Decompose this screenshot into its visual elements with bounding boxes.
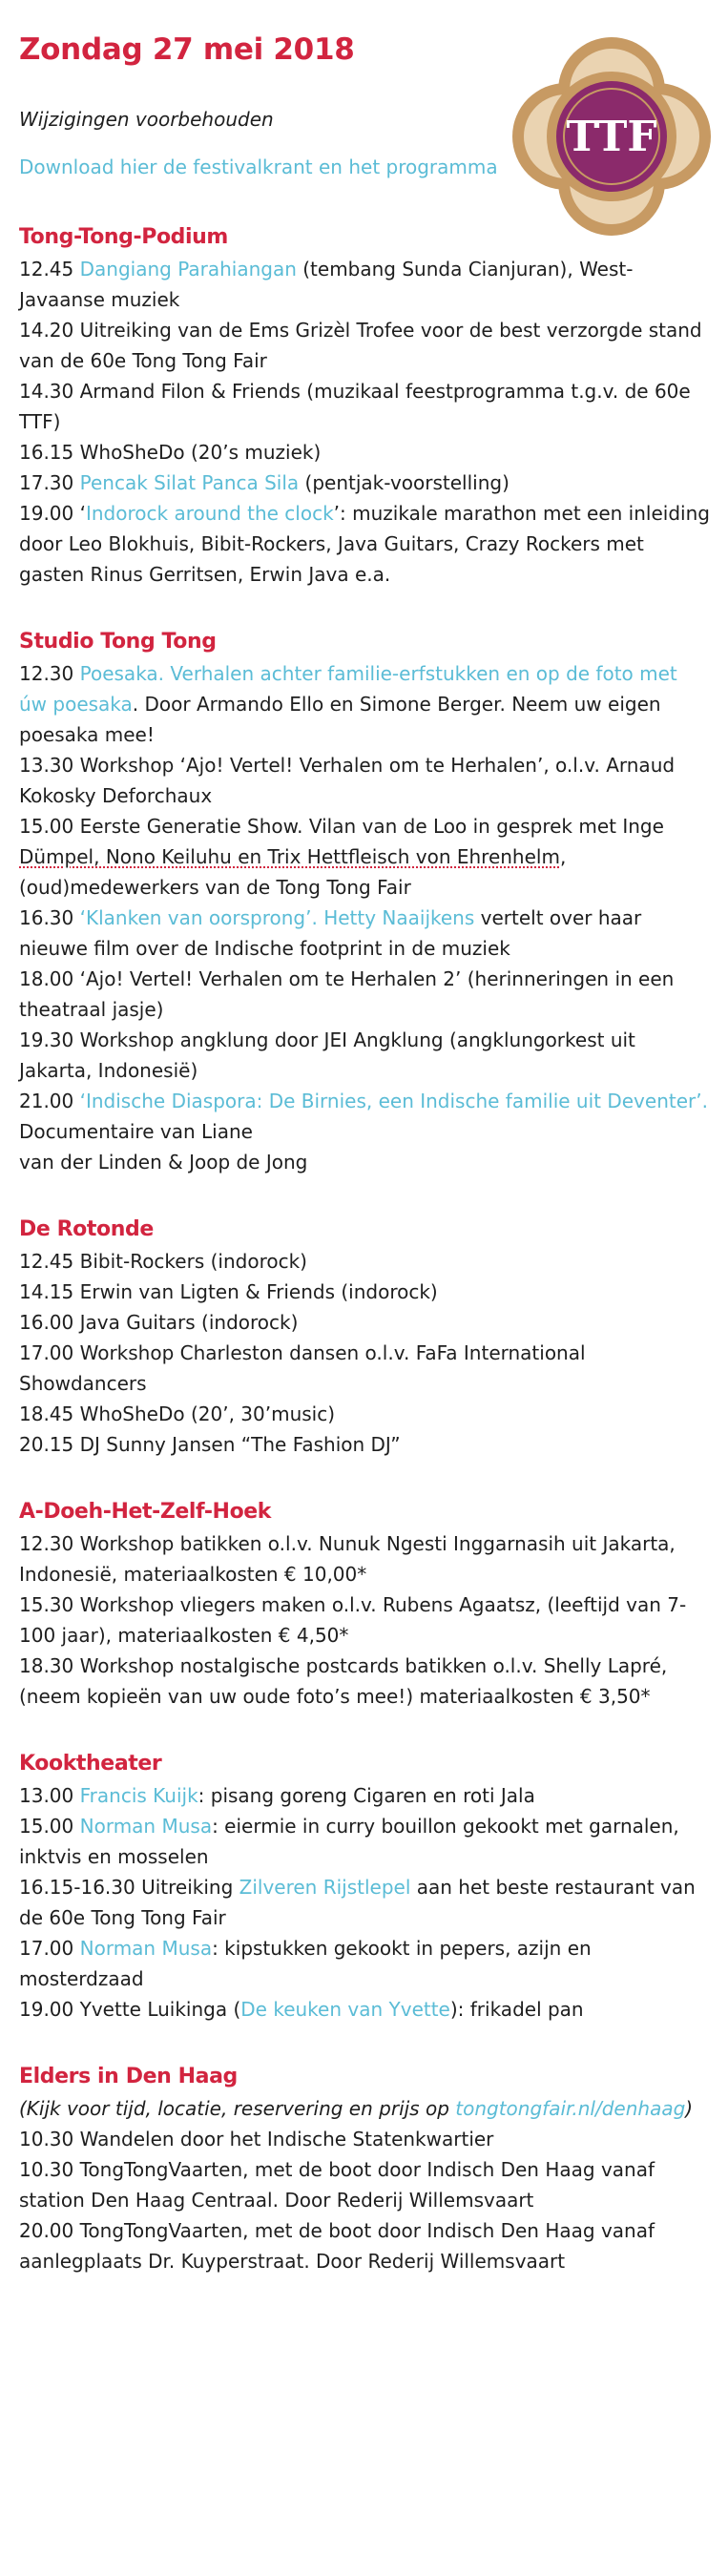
- chef-link[interactable]: Norman Musa: [79, 1937, 213, 1960]
- section-de-rotonde: [19, 1214, 711, 1460]
- entry-time: 21.00: [19, 1090, 74, 1112]
- program-entry: 16.15 WhoSheDo (20’s muziek): [19, 441, 322, 464]
- program-entry: [19, 1933, 711, 1994]
- section-doe-het-zelf-hoek: [19, 1496, 711, 1712]
- section-title: De Rotonde: [19, 1217, 154, 1241]
- intro-text: (Kijk voor tijd, locatie, reservering en prijs op: [19, 2097, 456, 2120]
- program-entry: [19, 1811, 711, 1872]
- entry-details: vertelt over haar nieuwe film over de Indische footprint in de muziek: [19, 906, 642, 960]
- entry-details: (pentjak-voorstelling): [299, 471, 510, 494]
- entry-details: : eiermie in curry bouillon gekookt met garnalen, inktvis en mosselen: [19, 1815, 679, 1868]
- program-entry: 18.45 WhoSheDo (20’, 30’music): [19, 1402, 336, 1425]
- guest-names: Dümpel, Nono Keiluhu en Trix Hettfleisch von Ehrenhelm: [19, 845, 560, 868]
- program-entry: 17.00 Workshop Charleston dansen o.l.v. FaFa International Showdancers: [19, 1341, 586, 1395]
- entry-details: ’: muzikale marathon met een inleiding door Leo Blokhuis, Bibit-Rockers, Java Guitars, Crazy Rockers met gasten Rinus Gerritsen, Erwin Java e.a.: [19, 502, 710, 586]
- program-entry: [19, 1086, 711, 1147]
- program-entry: 19.30 Workshop angklung door JEI Angklung (angklungorkest uit Jakarta, Indonesië): [19, 1028, 635, 1082]
- ttf-logo-text: TTF: [566, 113, 657, 161]
- section-title: Tong-Tong-Podium: [19, 225, 228, 249]
- website-link[interactable]: tongtongfair.nl/denhaag: [455, 2097, 686, 2120]
- chef-link[interactable]: De keuken van Yvette: [240, 1998, 450, 2021]
- performer-link[interactable]: Indorock around the clock: [85, 502, 334, 525]
- entry-details: : kipstukken gekookt in pepers, azijn en mosterdzaad: [19, 1937, 592, 1990]
- entry-time: 17.00: [19, 1937, 74, 1960]
- entry-text: 19.00 Yvette Luikinga (: [19, 1998, 241, 2021]
- entry-details: aan het beste restaurant van de 60e Tong Tong Fair: [19, 1876, 696, 1929]
- program-entry: [19, 1780, 711, 1811]
- section-title: A-Doeh-Het-Zelf-Hoek: [19, 1500, 272, 1524]
- download-festival-paper-link[interactable]: Download hier de festivalkrant en het programma: [19, 156, 498, 178]
- entry-details: (tembang Sunda Cianjuran), West-Javaanse muziek: [19, 258, 634, 311]
- program-entry: [19, 1994, 711, 2025]
- entry-details: : pisang goreng Cigaren en roti Jala: [198, 1784, 535, 1807]
- program-entry: [19, 254, 711, 315]
- program-entry: 14.30 Armand Filon & Friends (muzikaal feestprogramma t.g.v. de 60e TTF): [19, 380, 691, 433]
- entry-details: , (oud)medewerkers van de Tong Tong Fair: [19, 845, 567, 899]
- entry-time: 16.30: [19, 906, 74, 929]
- program-entry: 12.45 Bibit-Rockers (indorock): [19, 1250, 307, 1273]
- entry-time: 19.00: [19, 502, 74, 525]
- intro-text-end: ): [685, 2097, 694, 2120]
- program-content: [19, 221, 711, 2313]
- program-entry: 15.30 Workshop vliegers maken o.l.v. Rubens Agaatsz, (leeftijd van 7-100 jaar), materiaalkosten € 4,50*: [19, 1593, 687, 1647]
- program-entry: 18.00 ‘Ajo! Vertel! Verhalen om te Herhalen 2’ (herinneringen in een theatraal jasje): [19, 967, 675, 1021]
- section-kooktheater: [19, 1748, 711, 2025]
- program-entry: 10.30 TongTongVaarten, met de boot door Indisch Den Haag vanaf station Den Haag Centraal. Door Rederij Willemsvaart: [19, 2158, 655, 2212]
- program-entry: 10.30 Wandelen door het Indische Statenkwartier: [19, 2128, 494, 2150]
- program-entry: 20.00 TongTongVaarten, met de boot door Indisch Den Haag vanaf aanlegplaats Dr. Kuyperstraat. Door Rederij Willemsvaart: [19, 2219, 655, 2273]
- program-entry: [19, 498, 711, 590]
- entry-time: 12.30: [19, 662, 74, 685]
- program-entry: [19, 1872, 711, 1933]
- program-entry: 13.30 Workshop ‘Ajo! Vertel! Verhalen om te Herhalen’, o.l.v. Arnaud Kokosky Deforchaux: [19, 754, 676, 807]
- program-entry: 12.30 Workshop batikken o.l.v. Nunuk Ngesti Inggarnasih uit Jakarta, Indonesië, materiaalkosten € 10,00*: [19, 1532, 676, 1586]
- section-intro: [19, 2093, 711, 2124]
- program-entry: [19, 903, 711, 964]
- program-link[interactable]: Poesaka. Verhalen achter familie-erfstukken en op de foto met úw poesaka: [19, 662, 677, 716]
- program-entry: 14.20 Uitreiking van de Ems Grizèl Trofee voor de best verzorgde stand van de 60e Tong Tong Fair: [19, 319, 702, 372]
- entry-details: ): frikadel pan: [449, 1998, 584, 2021]
- program-entry: 18.30 Workshop nostalgische postcards batikken o.l.v. Shelly Lapré, (neem kopieën van uw oude foto’s mee!) materiaalkosten € 3,50*: [19, 1654, 668, 1708]
- section-tong-tong-podium: [19, 221, 711, 590]
- entry-details: . Door Armando Ello en Simone Berger. Neem uw eigen poesaka mee!: [19, 693, 661, 746]
- program-entry: van der Linden & Joop de Jong: [19, 1151, 308, 1174]
- entry-time: 16.15-16.30 Uitreiking: [19, 1876, 234, 1899]
- entry-details: Documentaire van Liane: [19, 1120, 253, 1143]
- performer-link[interactable]: Dangiang Parahiangan: [79, 258, 297, 280]
- disclaimer-text: Wijzigingen voorbehouden: [19, 108, 274, 131]
- program-link[interactable]: ‘Klanken van oorsprong’. Hetty Naaijkens: [79, 906, 475, 929]
- program-link[interactable]: ‘Indische Diaspora: De Birnies, een Indische familie uit Deventer’.: [79, 1090, 708, 1112]
- entry-quote: ‘: [79, 502, 86, 525]
- program-entry: 20.15 DJ Sunny Jansen “The Fashion DJ”: [19, 1433, 401, 1456]
- program-entry: [19, 658, 711, 750]
- chef-link[interactable]: Francis Kuijk: [79, 1784, 198, 1807]
- entry-text: 15.00 Eerste Generatie Show. Vilan van de Loo in gesprek met Inge: [19, 815, 664, 838]
- page-title: Zondag 27 mei 2018: [19, 32, 355, 67]
- performer-link[interactable]: Pencak Silat Panca Sila: [79, 471, 300, 494]
- program-entry: [19, 467, 711, 498]
- section-studio-tong-tong: [19, 626, 711, 1177]
- award-link[interactable]: Zilveren Rijstlepel: [239, 1876, 411, 1899]
- section-title: Studio Tong Tong: [19, 630, 217, 654]
- entry-time: 17.30: [19, 471, 74, 494]
- entry-time: 13.00: [19, 1784, 74, 1807]
- entry-time: 15.00: [19, 1815, 74, 1838]
- section-title: Kooktheater: [19, 1752, 162, 1776]
- program-entry: [19, 811, 711, 903]
- chef-link[interactable]: Norman Musa: [79, 1815, 213, 1838]
- ttf-logo: [506, 31, 718, 242]
- section-title: Elders in Den Haag: [19, 2065, 238, 2088]
- program-entry: 14.15 Erwin van Ligten & Friends (indorock): [19, 1280, 438, 1303]
- entry-time: 12.45: [19, 258, 74, 280]
- section-elders-in-den-haag: [19, 2061, 711, 2276]
- program-entry: 16.00 Java Guitars (indorock): [19, 1311, 299, 1334]
